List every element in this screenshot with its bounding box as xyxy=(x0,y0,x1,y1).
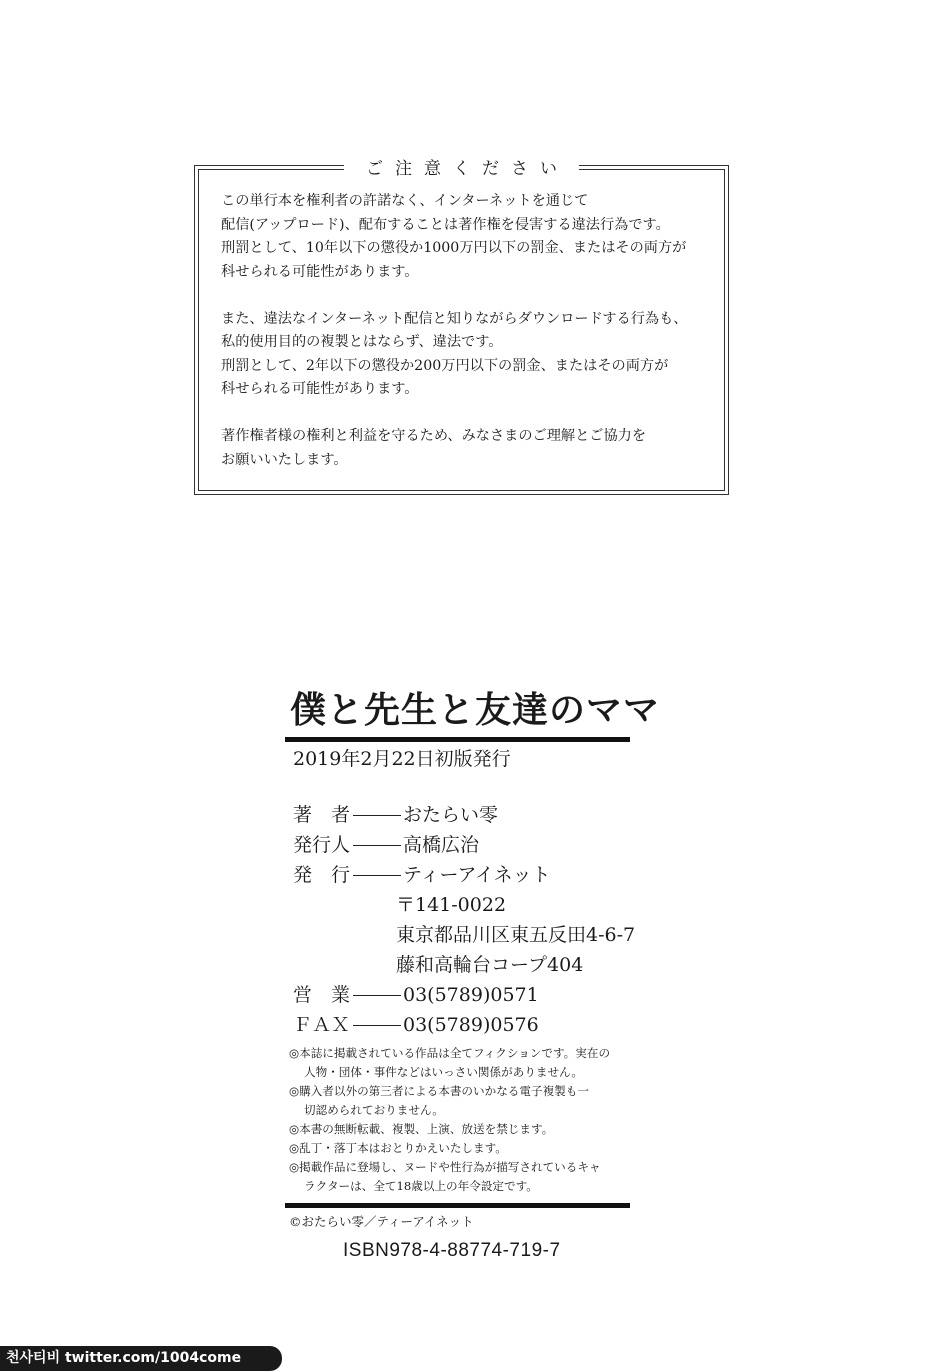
credits xyxy=(293,800,635,1040)
dash-line xyxy=(353,815,401,816)
fax-role: ＦＡＸ xyxy=(293,1014,351,1036)
issuer-name: 高橋広治 xyxy=(403,834,480,856)
note-line: ◎購入者以外の第三者による本書のいかなる電子複製も一 xyxy=(289,1084,589,1098)
dash-line xyxy=(353,995,401,996)
address-line-2: 藤和高輪台コープ404 xyxy=(396,954,584,976)
author-row xyxy=(293,800,635,830)
note-line: 切認められておりません。 xyxy=(304,1103,444,1117)
author-role: 著 者 xyxy=(293,804,351,826)
watermark-banner: 천사티비 twitter.com/1004come xyxy=(0,1346,282,1371)
notice-paragraph: また、違法なインターネット配信と知りながらダウンロードする行為も、 私的使用目的の複製とはならず、違法です。 刑罰として、2年以下の懲役か200万円以下の罰金、またはその両方が 科せられる可能性があります。 xyxy=(221,310,688,397)
notice-body xyxy=(221,190,714,472)
note-line: ◎本誌に掲載されている作品は全てフィクションです。実在の xyxy=(289,1046,611,1060)
sales-role: 営 業 xyxy=(293,984,351,1006)
book-title: 僕と先生と友達のママ xyxy=(290,690,661,731)
author-name: おたらい零 xyxy=(403,804,499,826)
address-line-1: 東京都品川区東五反田4-6-7 xyxy=(396,924,636,946)
bottom-rule xyxy=(285,1203,630,1208)
notice-title: ご注意ください xyxy=(195,154,728,179)
notice-paragraph: この単行本を権利者の許諾なく、インターネットを通じて 配信(アップロード)、配布することは著作権を侵害する違法行為です。 刑罰として、10年以下の懲役か1000万円以下の罰金、またはその両方が 科せられる可能性があります。 xyxy=(221,193,687,280)
note-line: ◎本書の無断転載、複製、上演、放送を禁じます。 xyxy=(289,1122,554,1136)
fax-row xyxy=(293,1010,635,1040)
isbn: ISBN978-4-88774-719-7 xyxy=(343,1240,561,1261)
publisher-row xyxy=(293,860,635,890)
notice-box xyxy=(194,159,729,495)
publication-date: 2019年2月22日初版発行 xyxy=(293,748,511,770)
sales-row xyxy=(293,980,635,1010)
publisher-role: 発 行 xyxy=(293,864,351,886)
note-line: ◎乱丁・落丁本はおとりかえいたします。 xyxy=(289,1141,507,1155)
note-line: ラクターは、全て18歳以上の年令設定です。 xyxy=(304,1179,538,1193)
note-line: ◎掲載作品に登場し、ヌードや性行為が描写されているキャ xyxy=(289,1160,601,1174)
publisher-name: ティーアイネット xyxy=(403,864,551,886)
sales-phone: 03(5789)0571 xyxy=(403,984,539,1006)
legal-notes xyxy=(289,1044,634,1196)
title-rule xyxy=(285,737,630,742)
postal-code: 〒141-0022 xyxy=(396,894,507,916)
dash-line xyxy=(353,845,401,846)
copyright: ©おたらい零／ティーアイネット xyxy=(289,1214,474,1229)
dash-line xyxy=(353,875,401,876)
fax-number: 03(5789)0576 xyxy=(403,1014,539,1036)
notice-paragraph: 著作権者様の権利と利益を守るため、みなさまのご理解とご協力を お願いいたします。 xyxy=(221,428,647,468)
issuer-row xyxy=(293,830,635,860)
dash-line xyxy=(353,1025,401,1026)
note-line: 人物・団体・事件などはいっさい関係がありません。 xyxy=(304,1065,583,1079)
issuer-role: 発行人 xyxy=(293,834,351,856)
